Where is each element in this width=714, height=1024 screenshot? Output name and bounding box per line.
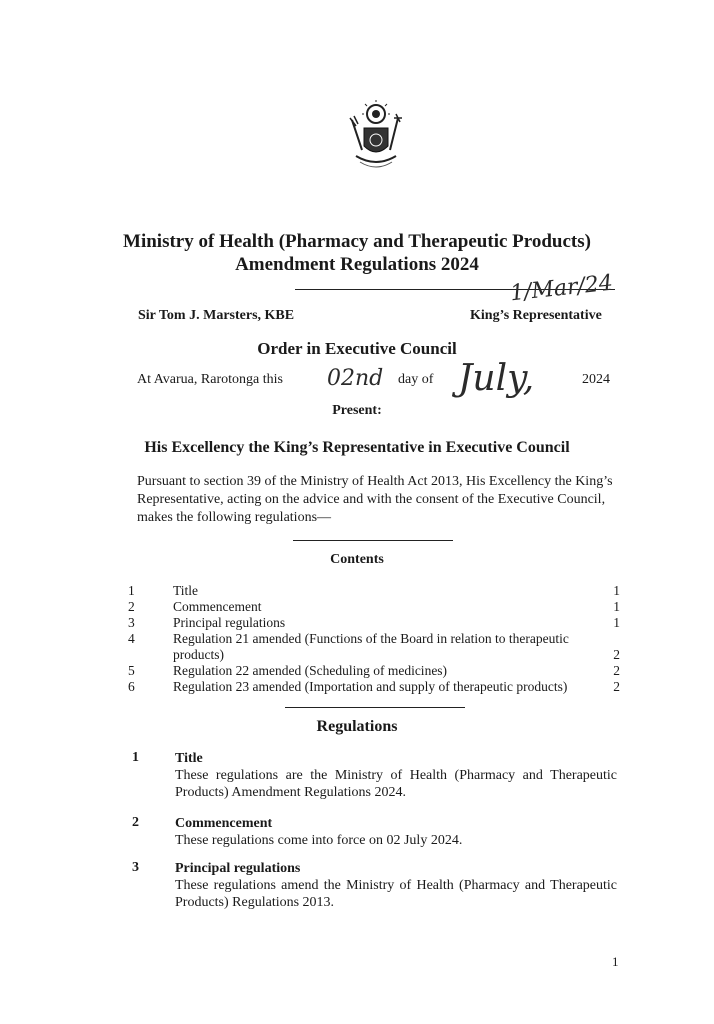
toc-item-title: Regulation 21 amended (Functions of the Board in relation to therapeutic products): [173, 631, 569, 662]
section-heading: Principal regulations: [175, 861, 301, 876]
toc-item: [128, 599, 620, 615]
toc-item-title: Regulation 22 amended (Scheduling of medicines): [173, 663, 448, 678]
toc-item-number: 3: [128, 615, 135, 630]
divider: [285, 707, 465, 708]
day-of-text: day of: [398, 372, 434, 387]
handwritten-signature-date: 1/Mar/24: [508, 270, 615, 307]
regulation-section: [132, 860, 617, 911]
toc-item-title: Title: [173, 583, 199, 598]
section-body: These regulations amend the Ministry of Health (Pharmacy and Therapeutic Products) Regulations 2013.: [175, 878, 617, 910]
toc-item-number: 6: [128, 679, 135, 694]
toc-item-number: 5: [128, 663, 135, 678]
toc-item-title: Regulation 23 amended (Importation and supply of therapeutic products): [173, 679, 568, 694]
toc-item-number: 4: [128, 631, 135, 646]
section-body: These regulations are the Ministry of Health (Pharmacy and Therapeutic Products) Amendment Regulations 2024.: [175, 768, 617, 800]
handwritten-month: July,: [458, 358, 535, 399]
regulation-section: [132, 750, 617, 801]
divider: [293, 540, 453, 541]
toc-item-page: 2: [613, 679, 620, 694]
coat-of-arms-emblem: [340, 100, 410, 180]
preamble-text: Pursuant to section 39 of the Ministry of Health Act 2013, His Excellency the King’s Representative, acting on the advice and with the consent of the Executive Council, makes the following regulations—: [137, 474, 613, 525]
regulation-section: [132, 815, 617, 849]
council-heading: His Excellency the King’s Representative in Executive Council: [144, 439, 570, 456]
toc-item-page: 2: [613, 647, 620, 662]
toc-item: [128, 679, 620, 695]
toc-item-page: 1: [613, 615, 620, 630]
toc-item-number: 1: [128, 583, 135, 598]
table-of-contents: [128, 583, 620, 695]
regulations-heading: Regulations: [316, 718, 398, 735]
order-heading: Order in Executive Council: [257, 339, 457, 358]
present-label: Present:: [332, 403, 382, 418]
toc-item: [128, 583, 620, 599]
page-number: 1: [612, 954, 619, 969]
document-title-line-1: Ministry of Health (Pharmacy and Therapeutic Products): [123, 231, 591, 252]
signatory-name: Sir Tom J. Marsters, KBE: [138, 308, 295, 323]
toc-item-title: Commencement: [173, 599, 262, 614]
signatory-role: King’s Representative: [470, 308, 602, 323]
section-number: 1: [132, 750, 139, 765]
toc-item-page: 1: [613, 599, 620, 614]
section-heading: Commencement: [175, 816, 273, 831]
toc-item: [128, 663, 620, 679]
section-heading: Title: [175, 751, 203, 766]
toc-item-page: 1: [613, 583, 620, 598]
document-title-line-2: Amendment Regulations 2024: [235, 254, 479, 275]
order-place-text: At Avarua, Rarotonga this: [137, 372, 283, 387]
section-number: 3: [132, 860, 139, 875]
contents-heading: Contents: [330, 552, 384, 567]
toc-item-number: 2: [128, 599, 135, 614]
toc-item-page: 2: [613, 663, 620, 678]
section-body: These regulations come into force on 02 July 2024.: [175, 833, 463, 848]
toc-item: [128, 615, 620, 631]
toc-item: [128, 631, 620, 663]
order-year: 2024: [582, 372, 610, 387]
toc-item-title: Principal regulations: [173, 615, 286, 630]
handwritten-day: 02nd: [327, 366, 384, 391]
section-number: 2: [132, 815, 139, 830]
